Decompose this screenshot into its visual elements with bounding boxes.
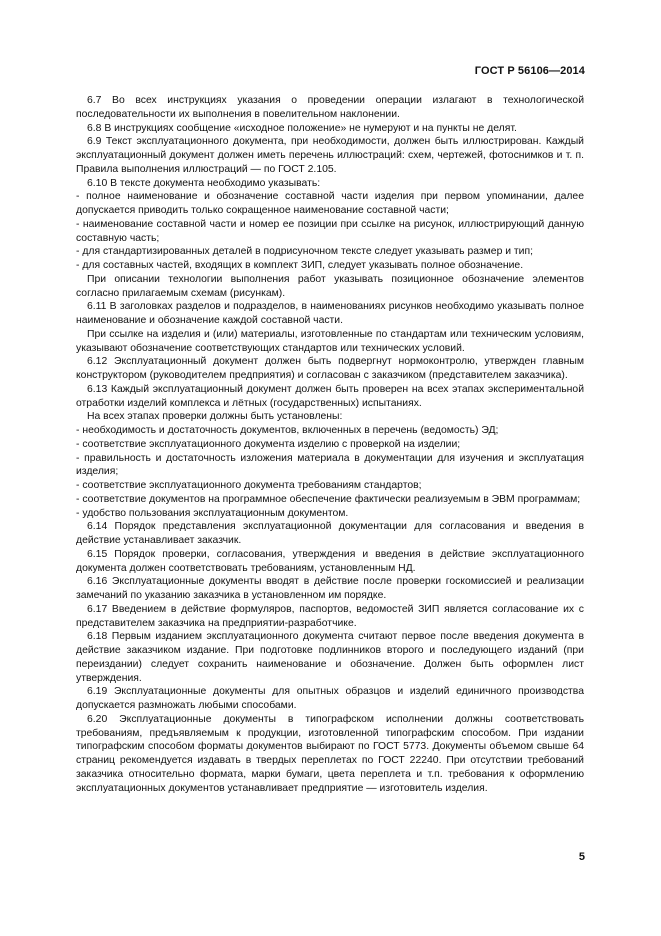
- list-item: - полное наименование и обозначение составной части изделия при первом упоминании, далее допускается приводить только сокращенное наименование составной части;: [76, 191, 584, 216]
- list-item: - соответствие эксплуатационного документа требованиям стандартов;: [76, 480, 422, 491]
- paragraph: На всех этапах проверки должны быть установлены:: [87, 411, 343, 423]
- list-item: - соответствие документов на программное обеспечение фактически реализуемым в ЭВМ программам;: [76, 493, 581, 505]
- paragraph: При описании технологии выполнения работ указывать позиционное обозначение элементов согласно прилагаемым схемам (рисункам).: [76, 273, 584, 299]
- paragraph-6-13: 6.13 Каждый эксплуатационный документ должен быть проверен на всех этапах экспериментальной отработки изделий комплекса и лётных (государственных) испытаниях.: [76, 383, 584, 409]
- paragraph-6-12: 6.12 Эксплуатационный документ должен быть подвергнут нормоконтролю, утвержден главным конструктором (руководителем предприятия) и согласован с заказчиком (представителем заказчика).: [76, 356, 584, 381]
- paragraph-6-18: 6.18 Первым изданием эксплуатационного документа считают первое после введения документа в действие заказчиком издание. При подготовке подлинников второго и последующего изданий (при переиздании) следует сохранить наименование и обозначение. Должен быть оформлен лист утверждения.: [76, 631, 584, 684]
- paragraph-6-11: 6.11 В заголовках разделов и подразделов, в наименованиях рисунков необходимо указывать полное наименование и обозначение каждой составной части.: [76, 301, 584, 326]
- document-header: ГОСТ Р 56106—2014: [474, 65, 585, 77]
- list-item: - для стандартизированных деталей в подрисуночном тексте следует указывать размер и тип;: [76, 246, 534, 258]
- paragraph-6-7: 6.7 Во всех инструкциях указания о проведении операции излагают в технологической последовательности их выполнения в повелительном наклонении.: [76, 95, 584, 120]
- list-item: - соответствие эксплуатационного документа изделию с проверкой на изделии;: [76, 438, 461, 450]
- paragraph-6-9: 6.9 Текст эксплуатационного документа, при необходимости, должен быть иллюстрирован. Каждый эксплуатационный документ должен иметь перечень иллюстраций: схем, чертежей, фотоснимков и т. п. Правила выполнения иллюстраций — по ГОСТ 2.105.: [76, 136, 584, 175]
- paragraph-6-20: 6.20 Эксплуатационные документы в типографском исполнении должны соответствовать требованиям, предъявляемым к продукции, изготовленной типографским способом. При издании типографским способом форматы документов выбирают по ГОСТ 5773. Документы объемом свыше 64 страниц рекомендуется издавать в твердых переплетах по ГОСТ 22240. При отсутствии требований заказчика относительно формата, марки бумаги, цвета переплета и т.п. требования к оформлению эксплуатационных документов устанавливает предприятие — изготовитель изделия.: [76, 713, 584, 794]
- paragraph-6-16: 6.16 Эксплуатационные документы вводят в действие после проверки госкомиссией и реализации замечаний по указанию заказчика в установленном им порядке.: [76, 576, 584, 601]
- paragraph-6-19: 6.19 Эксплуатационные документы для опытных образцов и изделий единичного производства допускается размножать любыми способами.: [76, 686, 584, 711]
- paragraph-6-17: 6.17 Введением в действие формуляров, паспортов, ведомостей ЗИП является согласование их с представителем заказчика на предприятии-разработчике.: [76, 603, 584, 629]
- list-item: - удобство пользования эксплуатационным документом.: [76, 507, 349, 519]
- paragraph: При ссылке на изделия и (или) материалы, изготовленные по стандартам или техническим условиям, указывают обозначение соответствующих стандартов или технических условий.: [76, 328, 584, 354]
- list-item: - для составных частей, входящих в комплект ЗИП, следует указывать полное обозначение.: [76, 260, 524, 271]
- paragraph-6-15: 6.15 Порядок проверки, согласования, утверждения и введения в действие эксплуатационного документа должен соответствовать требованиям, установленным НД.: [76, 548, 584, 574]
- list-item: - наименование составной части и номер ее позиции при ссылке на рисунок, иллюстрирующий данную составную часть;: [76, 218, 584, 244]
- list-item: - правильность и достаточность изложения материала в документации для изучения и эксплуатация изделия;: [76, 452, 584, 478]
- paragraph-6-8: 6.8 В инструкциях сообщение «исходное положение» не нумеруют и на пункты не делят.: [87, 122, 517, 134]
- paragraph-6-14: 6.14 Порядок представления эксплуатационной документации для согласования и введения в действие устанавливает заказчик.: [76, 521, 584, 546]
- paragraph-6-10: 6.10 В тексте документа необходимо указывать:: [87, 177, 321, 189]
- list-item: - необходимость и достаточность документов, включенных в перечень (ведомость) ЭД;: [76, 425, 499, 436]
- page-number: 5: [578, 851, 585, 863]
- document-body: [76, 94, 584, 795]
